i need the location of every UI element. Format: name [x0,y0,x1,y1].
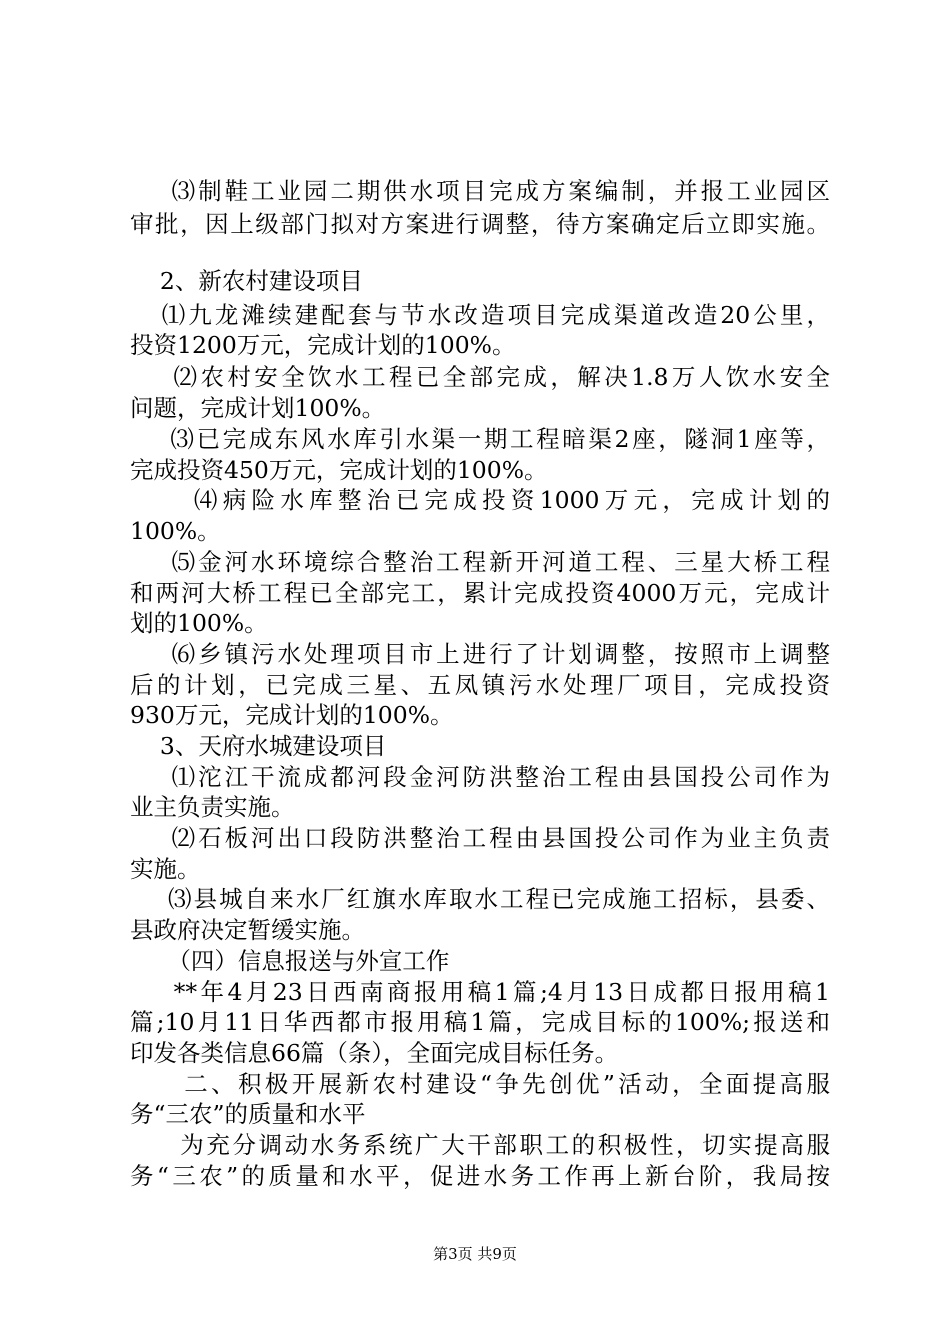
section-heading: 2、新农村建设项目 [130,267,363,295]
text-line: ⑷病险水库整治已完成投资1000万元，完成计划的 [130,486,830,514]
text-line: 审批，因上级部门拟对方案进行调整，待方案确定后立即实施。 [130,210,830,238]
text-line: ⑵农村安全饮水工程已全部完成，解决1.8万人饮水安全 [130,363,830,391]
text-line: ⑴沱江干流成都河段金河防洪整治工程由县国投公司作为 [130,763,830,791]
text-line: 和两河大桥工程已全部完工，累计完成投资4000万元，完成计 [130,579,830,607]
text-line: 县政府决定暂缓实施。 [130,916,365,944]
text-line: 划的100%。 [130,609,268,637]
text-line: ⑵石板河出口段防洪整治工程由县国投公司作为业主负责 [130,824,830,852]
text-line: ⑴九龙滩续建配套与节水改造项目完成渠道改造20公里， [130,301,830,329]
text-line: ⑶制鞋工业园二期供水项目完成方案编制，并报工业园区 [130,177,830,205]
text-line: 问题，完成计划100%。 [130,394,386,422]
text-line: 投资1200万元，完成计划的100%。 [130,331,516,359]
section-heading: 二、积极开展新农村建设“争先创优”活动，全面提高服 [130,1070,830,1098]
text-line: 为充分调动水务系统广大干部职工的积极性，切实提高服 [130,1131,830,1159]
text-line: ⑶已完成东风水库引水渠一期工程暗渠2座，隧洞1座等， [130,425,830,453]
text-line: 业主负责实施。 [130,793,295,821]
text-line: 务“三农”的质量和水平，促进水务工作再上新台阶，我局按 [130,1162,830,1190]
page-footer: 第3页 共9页 [433,1245,517,1263]
section-heading: 3、天府水城建设项目 [130,732,387,760]
text-line: 实施。 [130,855,201,883]
section-heading: 务“三农”的质量和水平 [130,1100,366,1128]
text-line: 印发各类信息66篇（条），全面完成目标任务。 [130,1039,619,1067]
text-line: ⑶县城自来水厂红旗水库取水工程已完成施工招标，县委、 [130,885,830,913]
text-line: **年4月23日西南商报用稿1篇;4月13日成都日报用稿1 [130,978,830,1006]
text-line: ⑸金河水环境综合整治工程新开河道工程、三星大桥工程 [130,548,830,576]
text-line: 后的计划，已完成三星、五凤镇污水处理厂项目，完成投资 [130,671,830,699]
text-line: ⑹乡镇污水处理项目市上进行了计划调整，按照市上调整 [130,640,830,668]
text-line: 930万元，完成计划的100%。 [130,701,454,729]
section-heading: （四）信息报送与外宣工作 [130,947,450,975]
text-line: 100%。 [130,517,221,545]
text-line: 完成投资450万元，完成计划的100%。 [130,456,548,484]
text-line: 篇;10月11日华西都市报用稿1篇，完成目标的100%;报送和 [130,1008,830,1036]
